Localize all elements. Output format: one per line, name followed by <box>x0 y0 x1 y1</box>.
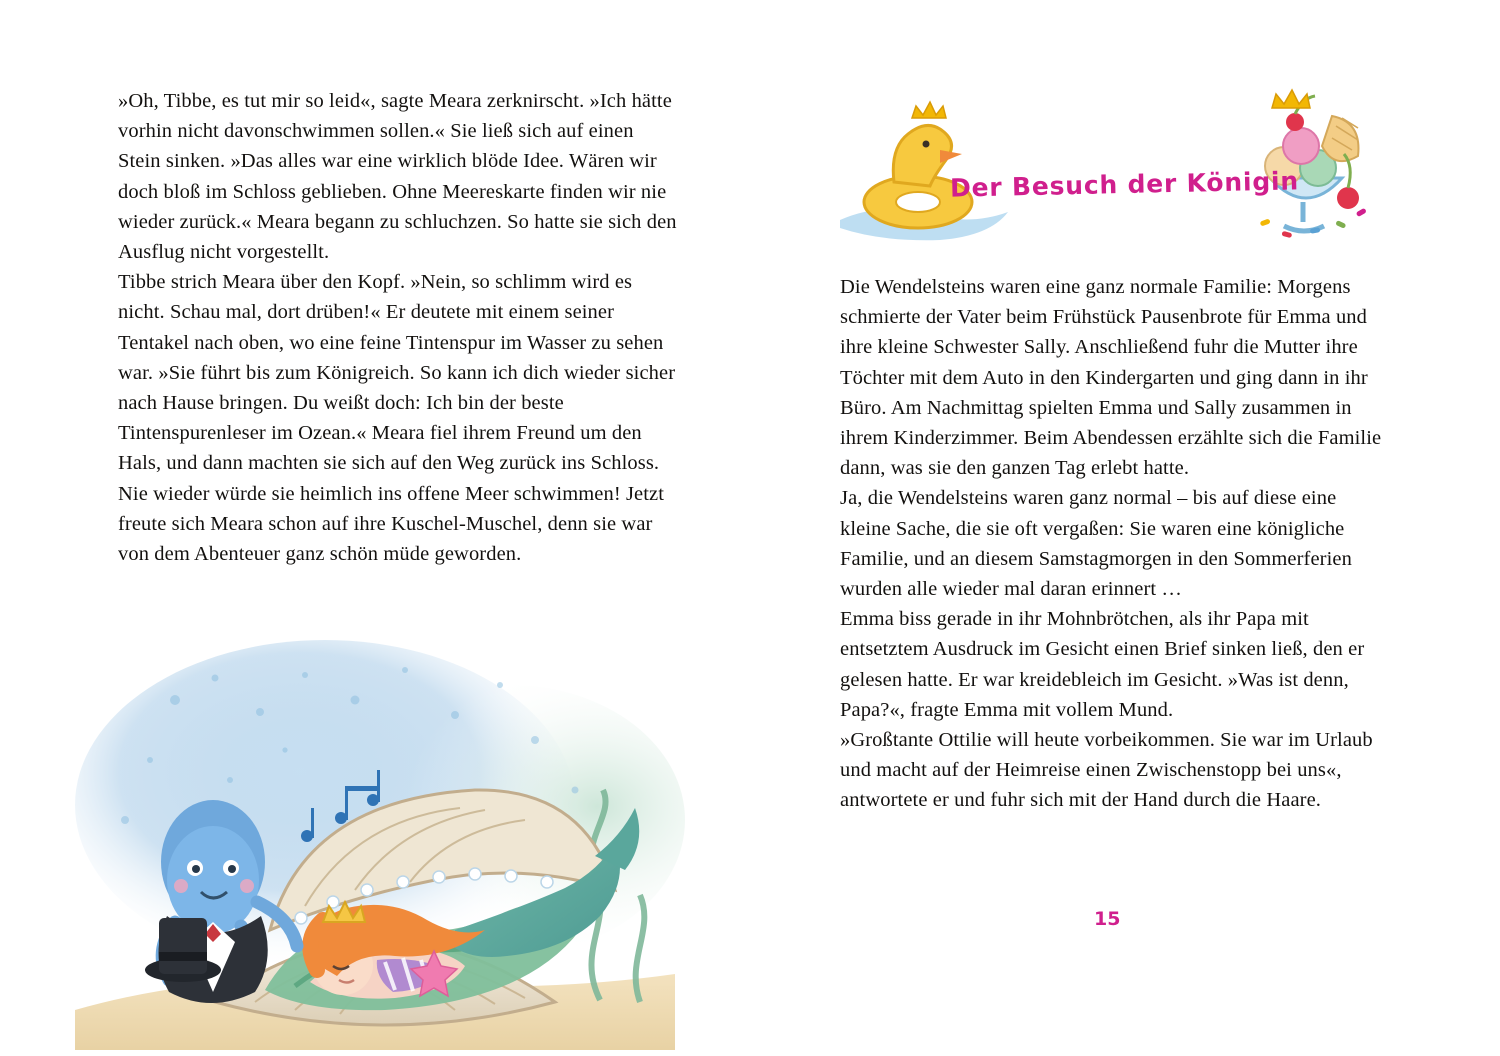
paragraph: »Oh, Tibbe, es tut mir so leid«, sagte Meara zerknirscht. »Ich hätte vorhin nicht davonschwimmen sollen.« Sie ließ sich auf einen Stein sinken. »Das alles war eine wirklich blöde Idee. Wären wir doch bloß im Schloss geblieben. Ohne Meereskarte finden wir nie wieder zurück.« Meara begann zu schluchzen. So hatte sie sich den Ausflug nicht vorgestellt. <box>118 90 677 264</box>
left-page-text-column <box>118 86 678 569</box>
paragraph: Emma biss gerade in ihr Mohnbrötchen, als ihr Papa mit entsetztem Ausdruck im Gesicht einen Brief sinken ließ, den er gelesen hatte. Er war kreidebleich im Gesicht. »Was ist denn, Papa?«, fragte Emma mit vollem Mund. <box>840 608 1365 721</box>
chapter-header <box>840 70 1385 265</box>
paragraph: »Großtante Ottilie will heute vorbeikommen. Sie war im Urlaub und macht auf der Heimreise einen Zwischenstopp bei uns«, antwortete er und fuhr sich mit der Hand durch die Haare. <box>840 729 1373 812</box>
mermaid-shell-illustration <box>55 630 695 1050</box>
page-number: 15 <box>1094 908 1121 930</box>
chapter-title: Der Besuch der Königin <box>949 166 1300 203</box>
paragraph: Tibbe strich Meara über den Kopf. »Nein, so schlimm wird es nicht. Schau mal, dort drüben!« Er deutete mit einem seiner Tentakel nach oben, wo eine feine Tintenspur im Wasser zu sehen war. »Sie führt bis zum Königreich. So kann ich dich wieder sicher nach Hause bringen. Du weißt doch: Ich bin der beste Tintenspurenleser im Ozean.« Meara fiel ihrem Freund um den Hals, und dann machten sie sich auf den Weg zurück ins Schloss. Nie wieder würde sie heimlich ins offene Meer schwimmen! Jetzt freute sich Meara schon auf ihre Kuschel-Muschel, denn sie war von dem Abenteuer ganz schön müde geworden. <box>118 271 676 566</box>
paragraph: Ja, die Wendelsteins waren ganz normal – bis auf diese eine kleine Sache, die sie oft vergaßen: Sie waren eine königliche Familie, und an diesem Samstagmorgen in den Sommerferien wurden alle wieder mal daran erinnert … <box>840 487 1352 601</box>
paragraph: Die Wendelsteins waren eine ganz normale Familie: Morgens schmierte der Vater beim Frühstück Pausenbrote für Emma und ihre kleine Schwester Sally. Anschließend fuhr die Mutter ihre Töchter mit dem Auto in den Kindergarten und ging dann in ihr Büro. Am Nachmittag spielten Emma und Sally zusammen in ihrem Kinderzimmer. Beim Abendessen erzählte sich die Familie dann, was sie den ganzen Tag erlebt hatte. <box>840 276 1382 480</box>
right-page-text-column <box>840 272 1390 816</box>
chapter-decoration <box>840 70 1385 265</box>
